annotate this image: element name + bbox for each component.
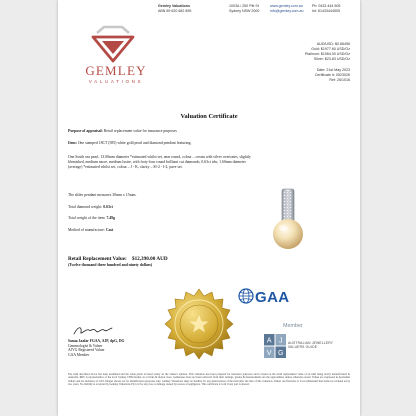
manufacture-value: Cast bbox=[105, 228, 114, 232]
replacement-value-line bbox=[68, 256, 168, 262]
gaa-globe-icon bbox=[238, 288, 254, 304]
gold-weight-label: Total weight of the item: bbox=[68, 216, 106, 220]
gemley-diamond-logo bbox=[88, 24, 138, 64]
diamond-weight-label: Total diamond weight: bbox=[68, 205, 103, 209]
manufacture-label: Method of manufacture: bbox=[68, 228, 105, 232]
replacement-value-label: Retail Replacement Value: bbox=[68, 256, 127, 262]
replacement-value-amount: $12,390.00 AUD bbox=[131, 256, 168, 262]
phone-number: Ph: 0433 444 505 bbox=[312, 4, 341, 8]
handwritten-signature bbox=[72, 324, 114, 338]
purpose-value: Retail replacement value for insurance purposes bbox=[103, 129, 177, 133]
replacement-value-words: (Twelve thousand three hundred and ninety dollars) bbox=[68, 263, 153, 267]
address-line1: 1003A / 250 Pitt St bbox=[229, 4, 259, 8]
diamond-weight-value: 0.63ct bbox=[103, 205, 113, 209]
diamond-weight-line bbox=[68, 205, 252, 210]
silver-price: Silver: $23.83 USD/Oz bbox=[313, 56, 350, 61]
ajv-logo-icon bbox=[264, 334, 286, 358]
disclaimer-text: The item described above has been examined and the value given is based solely on the valuer's opinion. This valuation has been prepared for insurance purposes and is based on the retail replacement value of an item being newly manufactured in Australia. RRV is representative of the local Sydney CBD market, in a bricks & mortar store. Gemstones have not been removed from their settings, grades & measurements are the approximate unless otherwise noted. Values are expressed in Australian dollars and are inclusive of GST. Images shown are for identification purposes only. Gemley Valuations takes no liability for any deterioration of the item after the date of this valuation. Values can fluctuate. It is recommended that items be revalued every two years. No liability is accepted by Gemley Valuations Pty Ltd for any loss or damage caused by reason of negligence. This certificate is void if any part is altered. bbox=[68, 373, 350, 387]
purpose-label: Purpose of appraisal: bbox=[68, 129, 103, 133]
manufacture-line bbox=[68, 228, 252, 233]
svg-text:G: G bbox=[278, 350, 284, 358]
item-value: One stamped 18CT (585) white gold pearl and diamond pendant featuring; bbox=[77, 141, 192, 145]
ajv-line1: AUSTRALIAN JEWELLERY bbox=[288, 341, 334, 345]
valuer-role1: Gemmologist & Valuer bbox=[68, 343, 103, 348]
item-line bbox=[68, 141, 252, 146]
certificate-title: Valuation Certificate bbox=[180, 113, 238, 120]
valuer-role3: GAA Member bbox=[68, 352, 90, 357]
valuer-name: Sanaa Jaafar FGAA, AJP, dpG, DG bbox=[68, 339, 125, 343]
item-label: Item: bbox=[68, 141, 77, 145]
gaa-member-label: Member bbox=[283, 323, 303, 329]
company-name: Gemley Valuations bbox=[158, 4, 190, 8]
email-link[interactable]: info@gemley.com.au bbox=[270, 9, 304, 13]
brand-subtitle: VALUATIONS bbox=[88, 79, 144, 84]
svg-text:J: J bbox=[279, 337, 283, 345]
gold-weight-value: 7.49g bbox=[106, 216, 115, 220]
certificate-date: Date: 21st May 2023 bbox=[316, 68, 350, 72]
signature-block bbox=[68, 339, 124, 357]
purpose-line bbox=[68, 129, 252, 134]
platinum-price: Platinum: $1064.00 USD/Oz bbox=[304, 51, 350, 56]
aud-usd-rate: AUD/USD: $0.66456 bbox=[316, 42, 350, 46]
rates-block bbox=[305, 42, 350, 62]
svg-text:V: V bbox=[266, 350, 272, 358]
pendant-measurement: The slider pendant measures 30mm x 15mm. bbox=[68, 193, 137, 197]
intl-phone-number: Int: 61433444505 bbox=[312, 9, 340, 13]
brand-name: GEMLEY bbox=[85, 63, 147, 78]
company-abn: ABN 69 620 682 895 bbox=[158, 9, 192, 13]
certificate-page bbox=[58, 0, 360, 416]
svg-text:A: A bbox=[266, 337, 272, 345]
reference-number: Ref: 26/1016 bbox=[329, 77, 350, 82]
gold-seal bbox=[163, 288, 235, 360]
ajv-caption bbox=[288, 341, 333, 349]
gaa-acronym: GAA bbox=[255, 289, 290, 306]
gold-price: Gold: $1977.60 USD/Oz bbox=[311, 46, 350, 51]
website-link[interactable]: www.gemley.com.au bbox=[270, 4, 303, 8]
pendant-photo bbox=[268, 188, 308, 254]
certificate-info-block bbox=[315, 68, 350, 83]
ajv-line2: VALUERS GUIDE bbox=[288, 345, 318, 349]
gold-weight-line bbox=[68, 216, 252, 221]
certificate-number: Certificate #: 0523026 bbox=[314, 72, 350, 77]
item-description: One South sea pearl, 13.00mm diameter *estimated whilst set, near round, colour – cream with silver overtones, slightly blemished, medium nacre, medium lustre, with forty-four round brilliant cut diamonds, 0.63ct tdw, 1.60mm diameter (average) *estimated whilst set, colour – J - K, clarity – SI-2 - I-2, pave set. bbox=[68, 155, 251, 169]
address-line2: Sydney NSW 2000 bbox=[229, 9, 260, 13]
valuer-role2: AJVG Registered Valuer bbox=[68, 348, 105, 353]
